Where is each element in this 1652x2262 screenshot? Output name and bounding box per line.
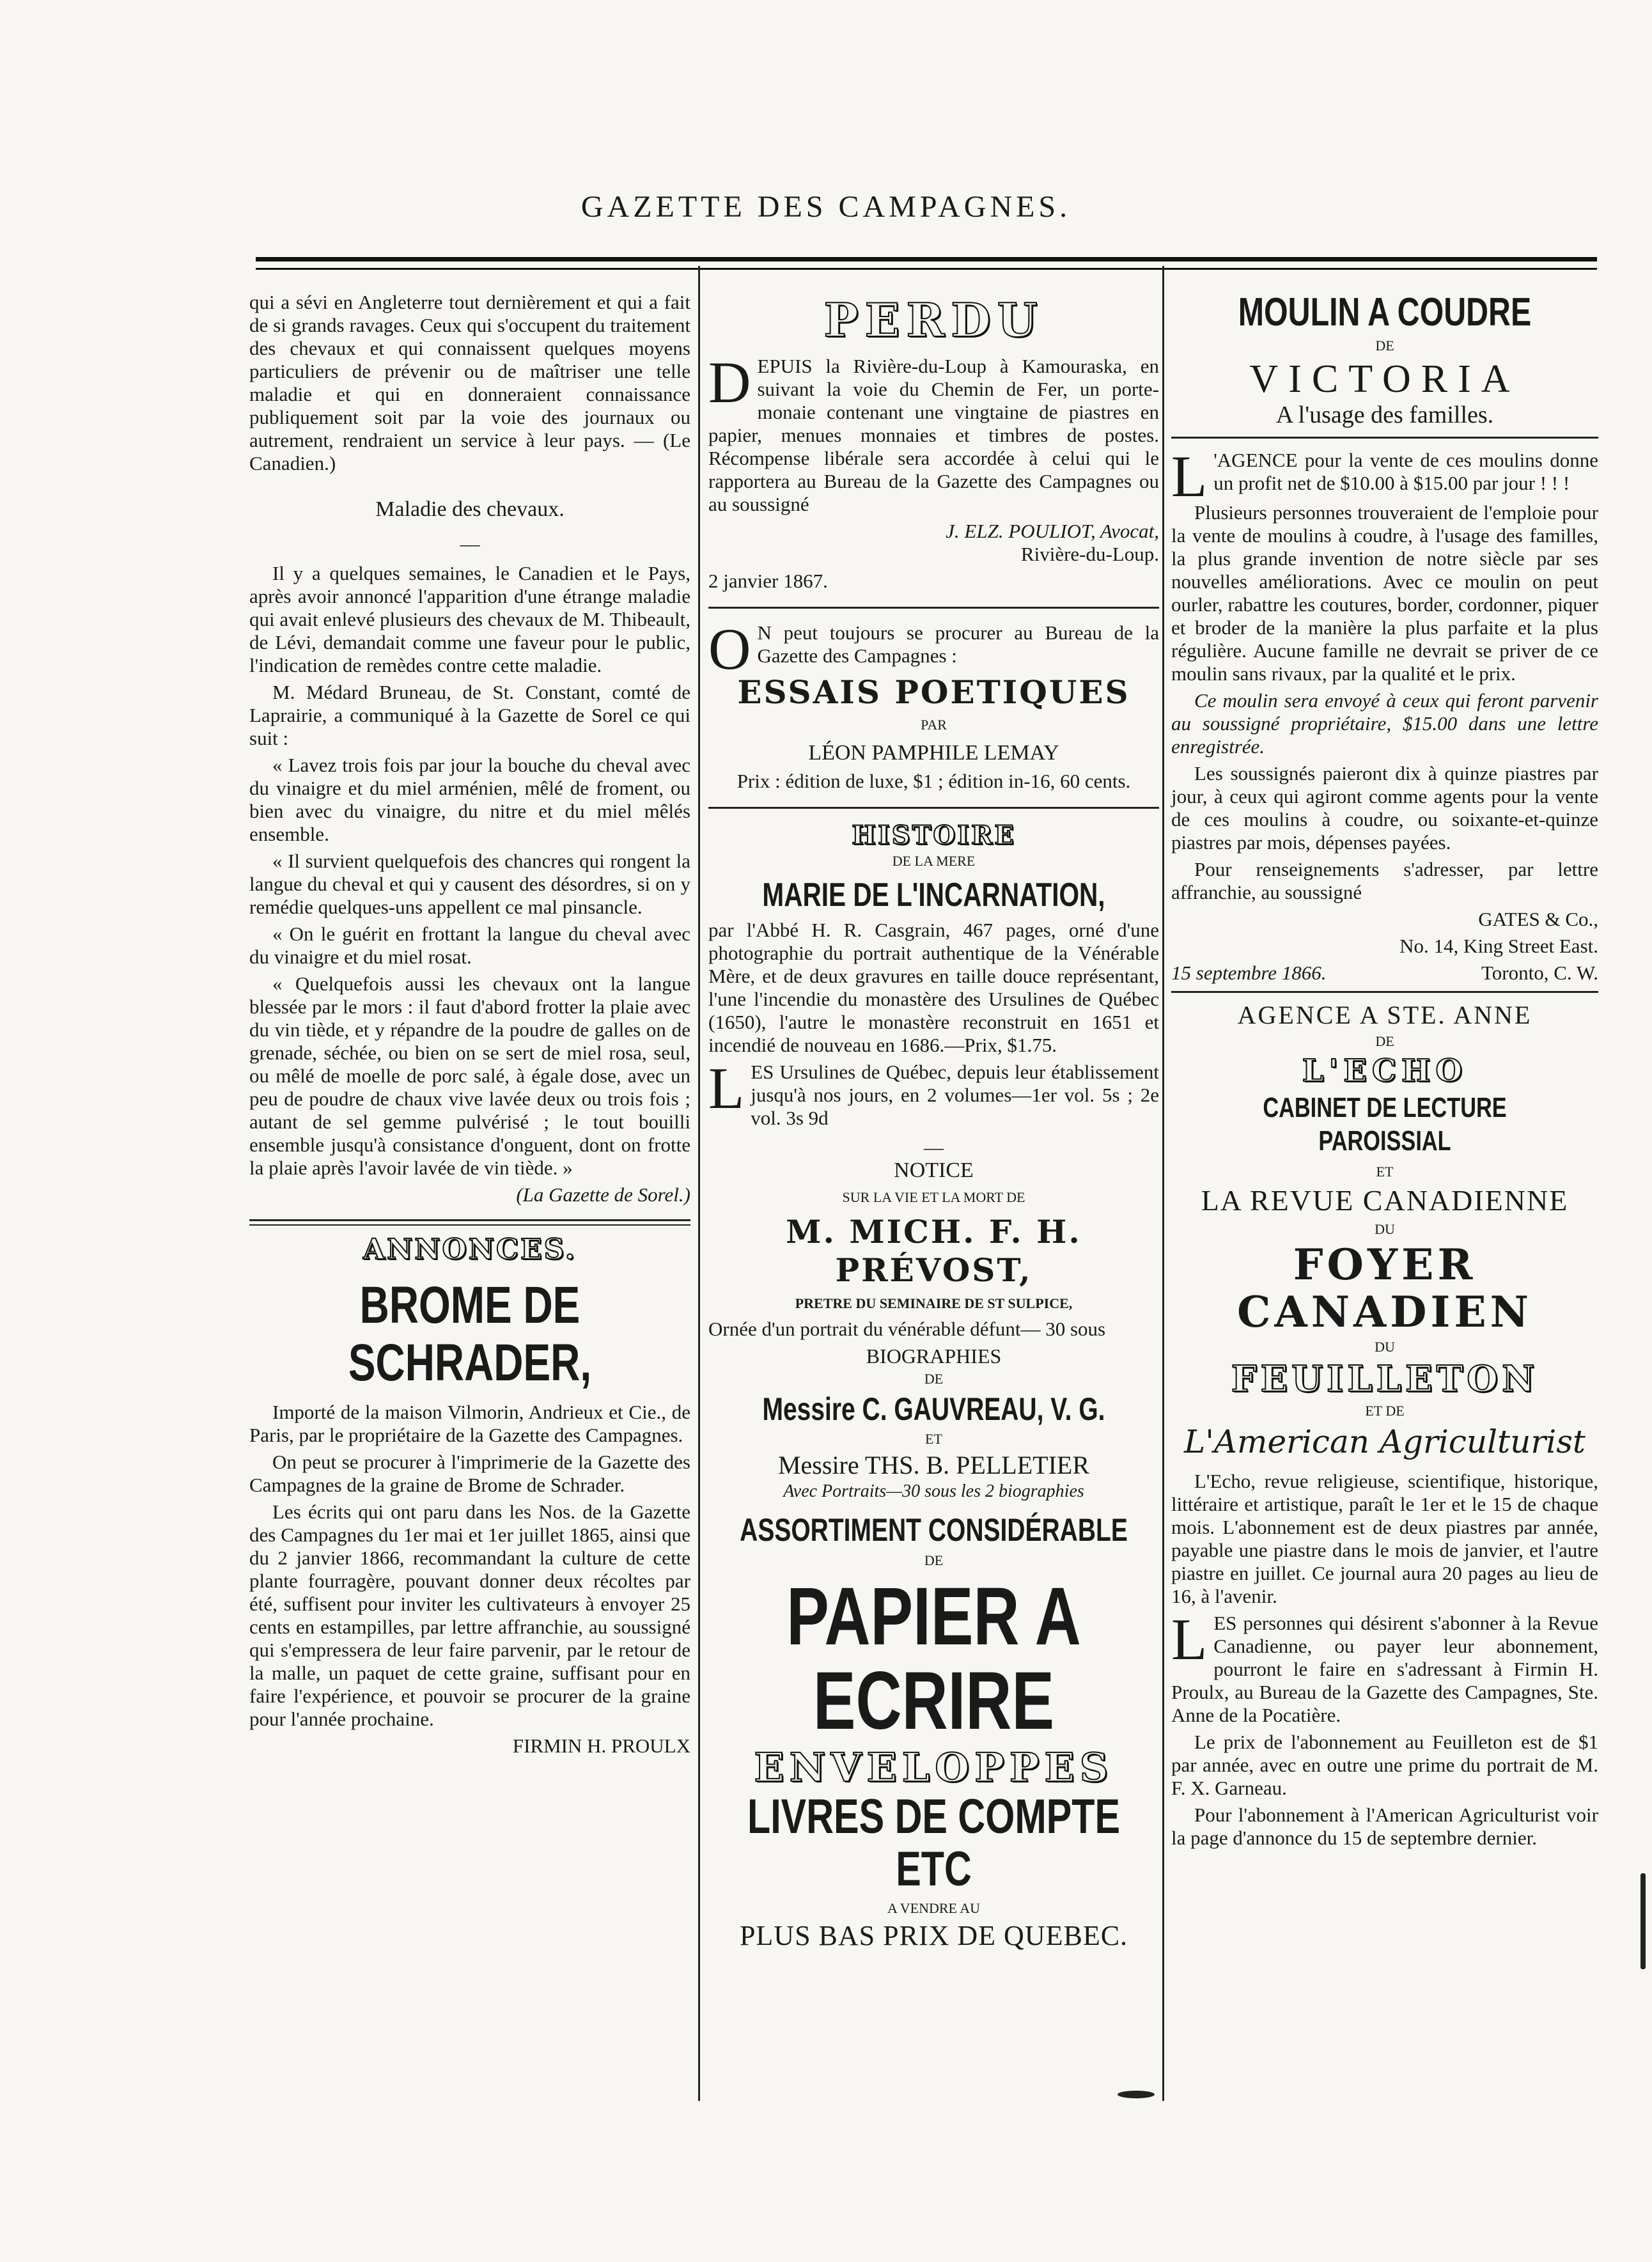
enveloppes-title: ENVELOPPES xyxy=(754,1744,1114,1791)
section-rule xyxy=(1171,437,1598,439)
article-paragraph: M. Médard Bruneau, de St. Constant, comté de Laprairie, a communiqué à la Gazette de Sorel ce qui suit : xyxy=(249,681,690,749)
article-paragraph: « Lavez trois fois par jour la bouche du cheval avec du vinaigre et du miel arménien, mêlé de froment, ou bien avec du vinaigre, du nitre et du miel mêlés ensemble. xyxy=(249,754,690,845)
agence-title: AGENCE A STE. ANNE xyxy=(1237,1001,1532,1029)
article-continuation: qui a sévi en Angleterre tout dernièrement et qui a fait de si grands ravages. Ceux qui s'occupent du traitement des chevaux et qui connaissent quelques moyens particuliers de prévenir ou de maîtriser une telle maladie et qui en donneraient connaissance publiquement soit par la voie des journaux ou autrement, rendraient un service à leur pays. — (Le Canadien.) xyxy=(249,291,690,474)
drop-cap: L xyxy=(1171,444,1208,509)
section-rule xyxy=(1171,991,1598,993)
drop-cap: L xyxy=(708,1056,745,1121)
book-author: LÉON PAMPHILE LEMAY xyxy=(808,741,1059,765)
notice-name: M. MICH. F. H. PRÉVOST, xyxy=(786,1213,1082,1289)
bio-de: DE xyxy=(924,1371,944,1387)
article-paragraph: « Quelquefois aussi les chevaux ont la langue blessée par le mors : il faut d'abord frotter la plaie avec du vin tiède, et y répandre de la poudre de galles on de grenade, séchée, ou bien on se sert de miel rosa, seul, ou mêlé de moelle de porc salé, à égale dose, avec un peu de poudre de chaux vive lavée deux ou trois fois ; autant de sel gemme pulvérisé ; le tout bouilli ensemble jusqu'à consistance d'onguent, dont on frotte la plaie après l'avoir lavée de vin tiède. » xyxy=(249,972,690,1179)
section-rule xyxy=(249,1219,690,1226)
ink-speck xyxy=(1118,2091,1155,2098)
ad-paragraph: EPUIS la Rivière-du-Loup à Kamouraska, en suivant la voie du Chemin de Fer, un porte-monaie contenant une vingtaine de piastres en papier, menues monnaies et timbres de postes. Récompense libérale sera accordée à celui qui le rapportera au Bureau de la Gazette des Campagnes ou au soussigné xyxy=(708,355,1159,515)
bio-title: BIOGRAPHIES xyxy=(866,1345,1002,1368)
du-word: DU xyxy=(1375,1221,1395,1237)
ad-paragraph: Plusieurs personnes trouveraient de l'emploie pour la vente de moulins à coudre, à l'usage des familles, la plus grande invention de notre siècle par ses nouvelles améliorations. Avec ce moulin on peut ourler, rabattre les coutures, border, cordonner, piquer et broder de la manière la plus parfaite et la plus régulière. Aucune famille ne devrait se priver de ce moulin sans rivaux, par la qualité et le prix. xyxy=(1171,501,1598,685)
column-divider xyxy=(1162,266,1164,2101)
ad-signature: J. ELZ. POULIOT, Avocat, xyxy=(946,520,1159,542)
drop-cap: L xyxy=(1171,1607,1208,1672)
echo-title: L'ECHO xyxy=(1302,1053,1468,1089)
book-title: HISTOIRE xyxy=(852,820,1016,850)
title-dash: — xyxy=(924,1136,944,1158)
vendre-text: A VENDRE AU xyxy=(887,1900,981,1916)
revue-title: LA REVUE CANADIENNE xyxy=(1201,1184,1569,1217)
notice-title: NOTICE xyxy=(894,1158,974,1182)
agence-de: DE xyxy=(1375,1033,1394,1049)
article-title: Maladie des chevaux. xyxy=(375,497,565,521)
ad-date: 15 septembre 1866. xyxy=(1171,962,1327,984)
bio-name: Messire THS. B. PELLETIER xyxy=(777,1451,1089,1479)
book-price: Prix : édition de luxe, $1 ; édition in-16, 60 cents. xyxy=(736,770,1131,792)
livres-title: LIVRES DE COMPTE ETC xyxy=(747,1790,1120,1896)
article-paragraph: Il y a quelques semaines, le Canadien et le Pays, après avoir annoncé l'apparition d'une étrange maladie qui avait enlevé plusieurs des chevaux de M. Thibeault, de Lévi, demandait comme une faveur pour le public, l'indication de remèdes contre cette maladie. xyxy=(249,562,690,676)
section-rule xyxy=(708,607,1159,609)
bio-et: ET xyxy=(925,1431,942,1447)
article-paragraph: « On le guérit en frottant la langue du cheval avec du vinaigre et du miel rosat. xyxy=(249,923,690,968)
book-par: PAR xyxy=(921,717,947,733)
ad-paragraph: Ce moulin sera envoyé à ceux qui feront parvenir au soussigné propriétaire, $15.00 dans une lettre enregistrée. xyxy=(1171,689,1598,758)
section-rule xyxy=(708,807,1159,809)
ad-paragraph: Pour renseignements s'adresser, par lettre affranchie, au soussigné xyxy=(1171,858,1598,903)
ad-title: BROME DE SCHRADER, xyxy=(348,1276,592,1392)
column-middle xyxy=(708,291,1159,1952)
prix-quebec: PLUS BAS PRIX DE QUEBEC. xyxy=(739,1920,1128,1951)
feuilleton-title: FEUILLETON xyxy=(1231,1358,1539,1400)
article-paragraph: « Il survient quelquefois des chancres qui rongent la langue du cheval et qui y causent des désordres, si on y remédie quelques-uns appellent ce mal pinsancle. xyxy=(249,850,690,918)
ad-paragraph: Les écrits qui ont paru dans les Nos. de la Gazette des Campagnes du 1er mai et 1er juillet 1865, ainsi que du 2 janvier 1866, recommandant la culture de cette plante fourragère, pouvant donner deux récoltes par été, suffisent pour inviter les cultivateurs à envoyer 25 cents en estampilles, par lettre affranchie, au soussigné qui s'empressera de leur faire parvenir, par le retour de la malle, un paquet de cette graine, suffisant pour en faire l'expérience, et pouvoir se procurer de la graine pour l'année prochaine. xyxy=(249,1501,690,1730)
bio-price: Avec Portraits—30 sous les 2 biographies xyxy=(783,1481,1084,1501)
bio-name: Messire C. GAUVREAU, V. G. xyxy=(762,1391,1105,1427)
ad-de: DE xyxy=(1375,338,1394,354)
et-word: ET xyxy=(1376,1164,1394,1180)
notice-subtitle: SUR LA VIE ET LA MORT DE xyxy=(842,1189,1025,1205)
ad-city: Toronto, C. W. xyxy=(1481,962,1598,984)
column-divider xyxy=(698,266,700,2101)
foyer-title: FOYER CANADIEN xyxy=(1236,1240,1532,1337)
article-source: (La Gazette de Sorel.) xyxy=(516,1183,690,1206)
book-description: par l'Abbé H. R. Casgrain, 467 pages, orné d'une photographie du portrait authentique de la Vénérable Mère, et de deux gravures en taille douce représentant, l'une l'incendie du monastère des Ursulines de Québec (1650), l'autre le monastère reconstruit en 1651 et incendié de nouveau en 1686.—Prix, $1.75. xyxy=(708,919,1159,1056)
ad-paragraph: On peut se procurer à l'imprimerie de la Gazette des Campagnes de la graine de Brome de Schrader. xyxy=(249,1451,690,1496)
et-de-word: ET DE xyxy=(1365,1403,1405,1419)
ad-paragraph: Pour l'abonnement à l'American Agriculturist voir la page d'annonce du 15 de septembre dernier. xyxy=(1171,1804,1598,1849)
notice-role: PRETRE DU SEMINAIRE DE ST SULPICE, xyxy=(795,1295,1073,1311)
ad-paragraph: L'Echo, revue religieuse, scientifique, historique, littéraire et artistique, paraît le 1er et le 15 de chaque mois. L'abonnement est de deux piastres par année, payable une piastre dans le mois de janvier, et l'autre piastre en juillet. Ce journal aura 20 pages au lieu de 16, à l'avenir. xyxy=(1171,1470,1598,1607)
ad-signature: FIRMIN H. PROULX xyxy=(512,1735,690,1757)
book-name: MARIE DE L'INCARNATION, xyxy=(762,877,1105,914)
ad-title: MOULIN A COUDRE xyxy=(1238,290,1532,334)
ad-signature-place: Rivière-du-Loup. xyxy=(1020,543,1159,565)
cabinet-title: CABINET DE LECTURE PAROISSIAL xyxy=(1263,1092,1507,1157)
ad-paragraph: Les soussignés paieront dix à quinze piastres par jour, à ceux qui agiront comme agents pour la vente de ces moulins à coudre, ou soixante-et-quinze piastres par mois, dépenses payées. xyxy=(1171,762,1598,854)
notice-text: Ornée d'un portrait du vénérable défunt— 30 sous xyxy=(708,1318,1106,1340)
ad-paragraph: Le prix de l'abonnement au Feuilleton est de $1 par année, avec en outre une prime du portrait de M. F. X. Garneau. xyxy=(1171,1731,1598,1799)
ad-paragraph: Importé de la maison Vilmorin, Andrieux et Cie., de Paris, par le propriétaire de la Gazette des Campagnes. xyxy=(249,1401,690,1446)
column-right xyxy=(1171,291,1598,1853)
ad-signature: GATES & Co., xyxy=(1478,908,1598,930)
ad-usage: A l'usage des familles. xyxy=(1275,402,1494,428)
ad-date: 2 janvier 1867. xyxy=(708,570,828,592)
book-subtitle: DE LA MERE xyxy=(892,853,976,869)
book-description: ES Ursulines de Québec, depuis leur établissement jusqu'à nos jours, en 2 volumes—1er vol. 5s ; 2e vol. 3s 9d xyxy=(751,1061,1159,1129)
scan-edge-mark xyxy=(1640,1873,1646,1969)
du-word: DU xyxy=(1375,1339,1395,1355)
ad-victoria: VICTORIA xyxy=(1249,357,1520,401)
american-title: L'American Agriculturist xyxy=(1183,1423,1586,1460)
header-rule xyxy=(256,257,1597,270)
title-dash: — xyxy=(460,533,480,555)
annonces-heading: ANNONCES. xyxy=(362,1233,577,1266)
ad-address: No. 14, King Street East. xyxy=(1399,935,1598,957)
assortment-title: ASSORTIMENT CONSIDÉRABLE xyxy=(740,1512,1128,1548)
drop-cap: D xyxy=(708,350,751,415)
ad-paragraph: ES personnes qui désirent s'abonner à la Revue Canadienne, ou payer leur abonnement, pourront le faire en s'adressant à Firmin H. Proulx, au Bureau de la Gazette des Campagnes, Ste. Anne de la Pocatière. xyxy=(1171,1612,1598,1726)
column-left xyxy=(249,291,690,1761)
ad-title: PERDU xyxy=(823,293,1044,347)
ad-paragraph: N peut toujours se procurer au Bureau de la Gazette des Campagnes : xyxy=(757,621,1159,667)
ad-paragraph: 'AGENCE pour la vente de ces moulins donne un profit net de $10.00 à $15.00 par jour ! ! ! xyxy=(1213,449,1598,494)
newspaper-title: GAZETTE DES CAMPAGNES. xyxy=(581,190,1071,224)
papier-title: PAPIER A ECRIRE xyxy=(786,1571,1081,1747)
assortment-de: DE xyxy=(924,1552,944,1568)
drop-cap: O xyxy=(708,616,751,682)
book-title: ESSAIS POETIQUES xyxy=(737,673,1130,711)
